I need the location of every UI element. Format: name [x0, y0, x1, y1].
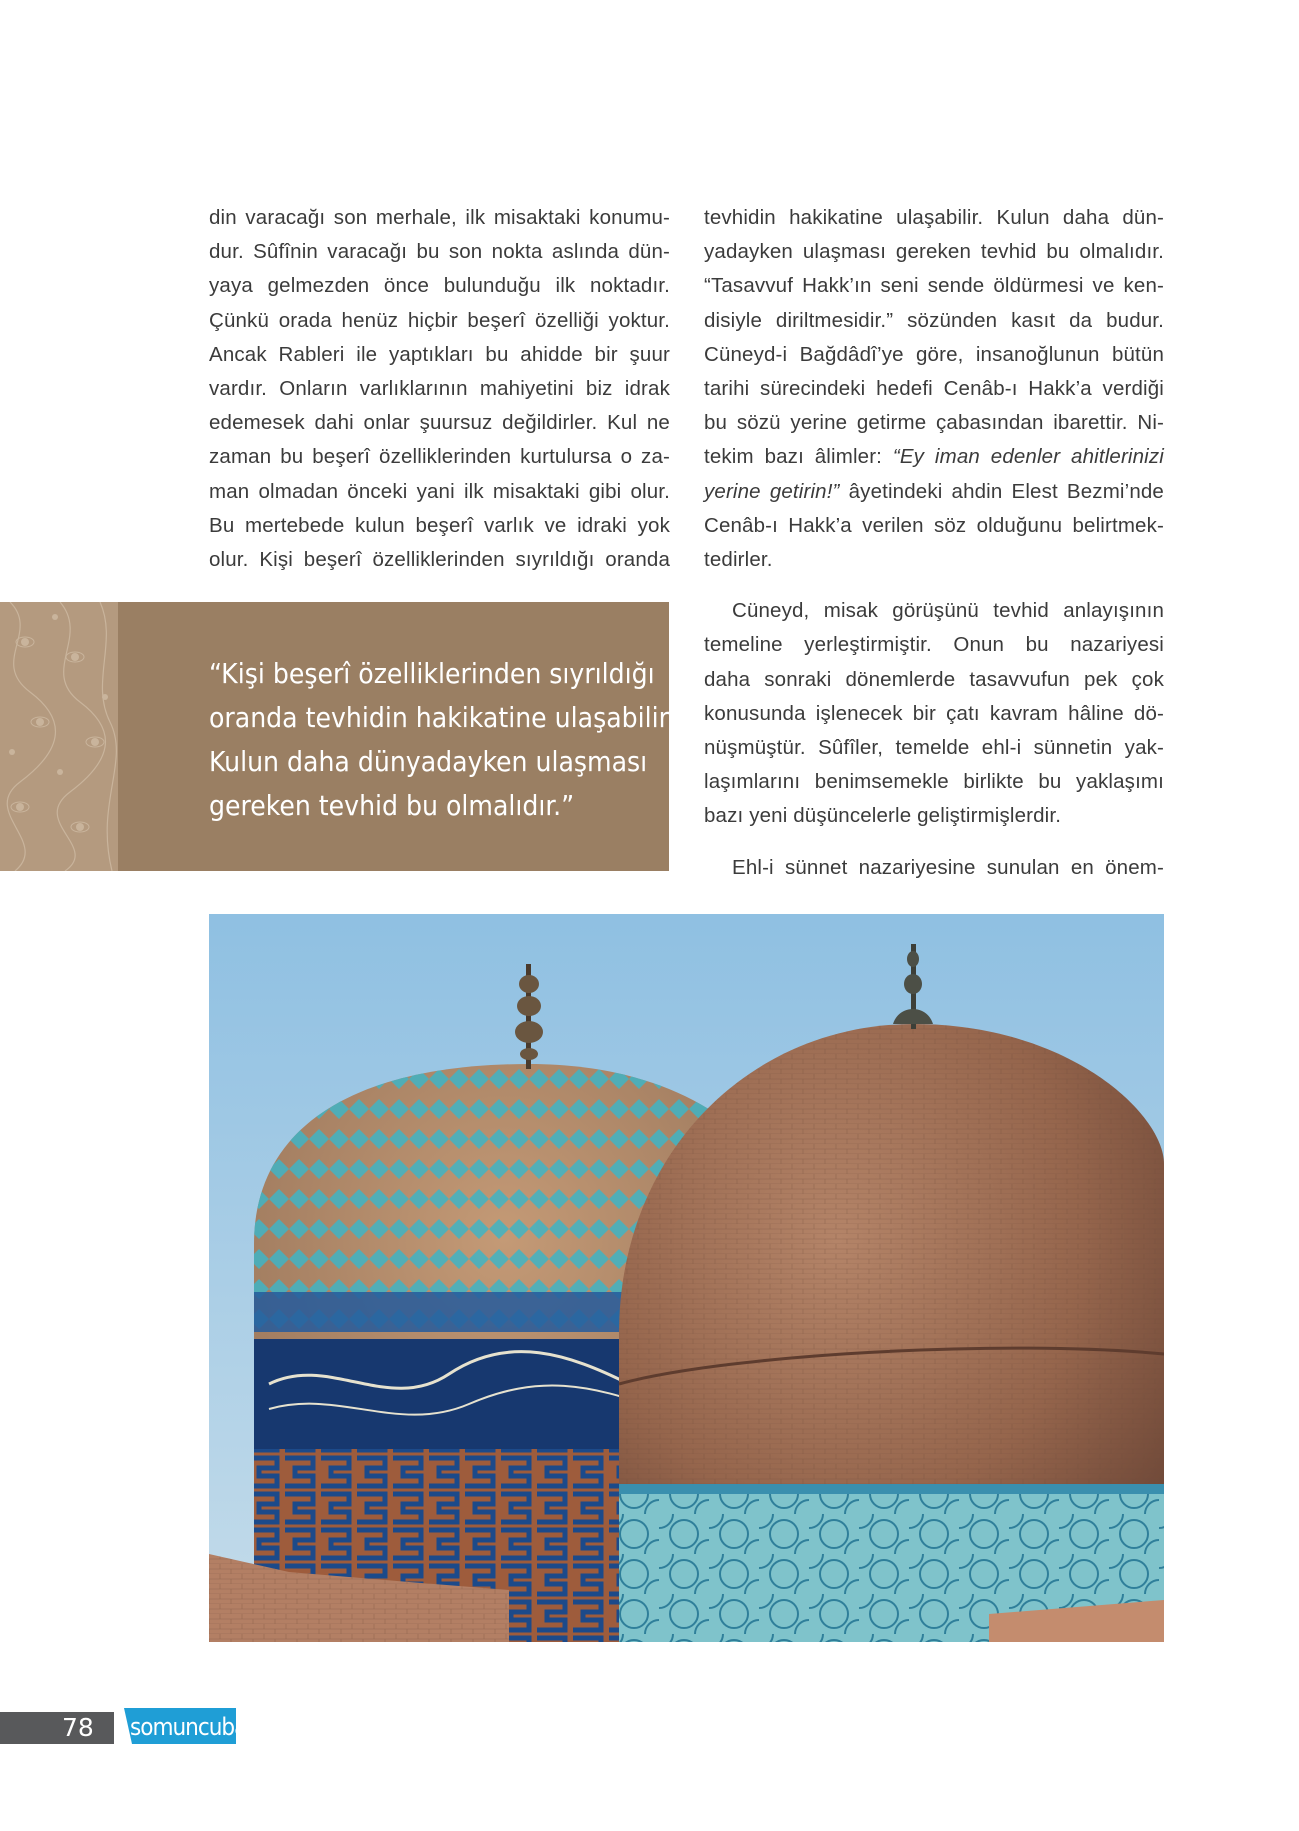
quote-line: “Kişi beşerî özelliklerinden sıyrıldığı [209, 657, 655, 690]
quote-line: oranda tevhidin hakikatine ulaşabilir. [209, 701, 675, 734]
text-line: yadayken ulaşması gereken tevhid bu olmalıdır. [704, 240, 1164, 264]
text-line: daha sonraki dönemlerde tasavvufun pek çok [704, 667, 1164, 691]
text-line: bu sözü yerine getirme çabasından ibarettir. Ni- [704, 411, 1164, 435]
floral-pattern-ornament [0, 602, 118, 871]
text-line: Bu mertebede kulun beşerî varlık ve idraki yok [209, 513, 670, 537]
right-paragraph-3 [704, 851, 1164, 885]
text-line: Ancak Rableri ile yaptıkları bu ahidde bir şuur [209, 342, 670, 366]
text-line: yaya gelmezden önce bulunduğu ilk noktadır. [209, 274, 670, 298]
quote-line: gereken tevhid bu olmalıdır.” [209, 789, 575, 822]
text-line: tarihi sürecindeki hedefi Cenâb-ı Hakk’a verdiği [704, 377, 1164, 401]
pull-quote-text [209, 652, 675, 828]
text-line: laşımlarını benimsemekle birlikte bu yaklaşımı [704, 770, 1164, 794]
text-line: olur. Kişi beşerî özelliklerinden sıyrıldığı oranda [209, 548, 670, 572]
footer-bar [0, 1712, 114, 1744]
verse-quote: yerine getirin!” [704, 479, 840, 503]
text-line: Cüneyd-i Bağdâdî’ye göre, insanoğlunun bütün [704, 342, 1164, 366]
text-line: Ehl-i sünnet nazariyesine sunulan en önem- [732, 855, 1164, 879]
right-paragraph-2 [704, 594, 1164, 833]
text-line: konusunda işlenecek bir çatı kavram hâline dö- [704, 701, 1164, 725]
text-line: bazı yeni düşüncelerle geliştirmişlerdir. [704, 804, 1062, 828]
text-line: Cüneyd, misak görüşünü tevhid anlayışının [732, 599, 1164, 623]
text-line: dur. Sûfînin varacağı bu son nokta aslında dün- [209, 240, 670, 264]
text-line: temeline yerleştirmiştir. Onun bu nazariyesi [704, 633, 1164, 657]
text-line: disiyle diriltmesidir.” sözünden kasıt da budur. [704, 308, 1164, 332]
left-paragraph [209, 201, 670, 577]
text-line: “Tasavvuf Hakk’ın seni sende öldürmesi ve ken- [704, 274, 1164, 298]
text-segment: âyetindeki ahdin Elest Bezmi’nde [839, 479, 1164, 503]
text-line: Çünkü orada henüz hiçbir beşerî özelliği yoktur. [209, 308, 670, 332]
left-text-column [209, 201, 670, 577]
domes-photo [209, 914, 1164, 1642]
quote-line: Kulun daha dünyadayken ulaşması [209, 745, 648, 778]
brand-name: somuncubaba [130, 1713, 272, 1741]
right-text-column [704, 201, 1164, 885]
text-line: din varacağı son merhale, ilk misaktaki konumu- [209, 206, 670, 229]
verse-quote: “Ey iman edenler ahitlerinizi [892, 445, 1164, 469]
text-line: vardır. Onların varlıklarının mahiyetini biz idrak [209, 377, 670, 401]
text-line: edemesek dahi onlar şuursuz değildirler. Kul ne [209, 411, 670, 435]
text-line: Cenâb-ı Hakk’a verilen söz olduğunu belirtmek- [704, 513, 1164, 537]
right-paragraph-1 [704, 201, 1164, 577]
text-line: nüşmüştür. Sûfîler, temelde ehl-i sünnetin yak- [704, 736, 1164, 760]
text-line: tedirler. [704, 548, 773, 572]
text-line [704, 440, 1164, 474]
text-segment: tekim bazı âlimler: [704, 445, 893, 469]
text-line: tevhidin hakikatine ulaşabilir. Kulun daha dün- [704, 206, 1164, 229]
pull-quote-box [0, 602, 675, 871]
text-line [704, 475, 1164, 509]
page-number: 78 [62, 1713, 94, 1742]
text-line: man olmadan önceki yani ilk misaktaki gibi olur. [209, 479, 670, 503]
text-line: zaman bu beşerî özelliklerinden kurtulursa o za- [209, 445, 670, 469]
